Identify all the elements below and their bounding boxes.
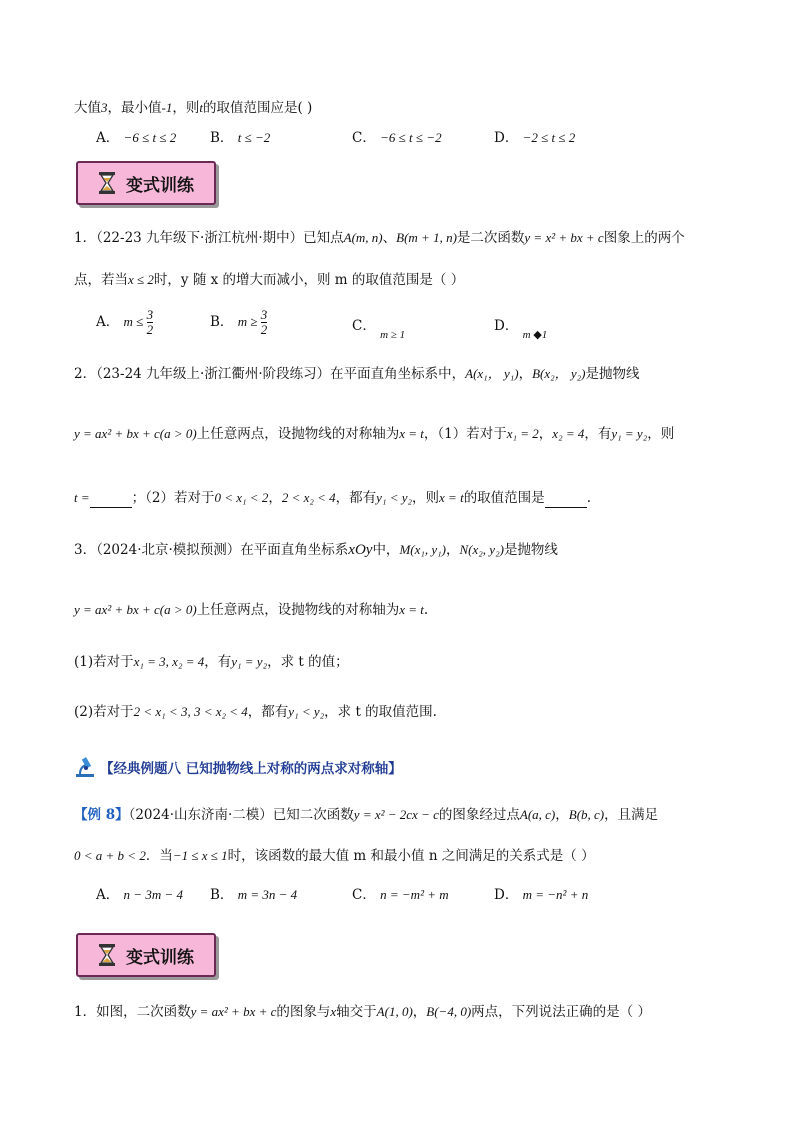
- text: 大值: [74, 100, 101, 116]
- badge-label: 变式训练: [126, 175, 194, 196]
- q1-line1: 1．（22-23 九年级下·浙江杭州·期中）已知点A(m, n)、B(m + 1, n)是二次函数y = x² + bx + c图象上的两个: [74, 230, 685, 246]
- q2-line3: t = ；（2）若对于0 < x₁ < 2，2 < x₂ < 4，都有y₁ < y₂，则x = t的取值范围是 .: [74, 490, 591, 506]
- ex8-line2: 0 < a + b < 2．当−1 ≤ x ≤ 1时，该函数的最大值 m 和最小值 n 之间满足的关系式是（ ）: [74, 848, 595, 864]
- option-b[interactable]: B． t ≤ −2: [210, 130, 271, 146]
- answer-blank[interactable]: [90, 493, 132, 508]
- variant-training-badge: [76, 161, 216, 205]
- ex8-option-d[interactable]: D． m = −n² + n: [494, 887, 589, 903]
- section-heading-text: 【经典例题八 已知抛物线上对称的两点求对称轴】: [100, 761, 402, 777]
- q3-line1: 3．（2024·北京·模拟预测）在平面直角坐标系xOy中，M(x₁, y₁)，N(x₂, y₂)是抛物线: [74, 542, 558, 558]
- badge-label: 变式训练: [126, 947, 194, 968]
- ex8-option-b[interactable]: B． m = 3n − 4: [210, 887, 298, 903]
- ex8-line1: 【例 8】（2024·山东济南·二模）已知二次函数y = x² − 2cx − c的图象经过点A(a, c)，B(b, c)，且满足: [74, 807, 659, 823]
- q2-line1: 2．（23-24 九年级上·浙江衢州·阶段练习）在平面直角坐标系中，A(x₁， y₁)，B(x₂， y₂)是抛物线: [74, 366, 640, 382]
- math-min: -1: [161, 100, 173, 115]
- q-last-line1: 1．如图，二次函数y = ax² + bx + c的图象与x轴交于A(1, 0)，B(−4, 0)两点，下列说法正确的是（ ）: [74, 1004, 651, 1020]
- math-t: t: [199, 100, 203, 115]
- text: ，最小值: [107, 100, 162, 116]
- q1-option-b[interactable]: B． m ≥ $\frac{3}{2}$: [210, 307, 268, 337]
- q3-sub2: (2)若对于2 < x₁ < 3, 3 < x₂ < 4，都有y₁ < y₂，求 t 的取值范围.: [74, 704, 437, 720]
- q1-option-a[interactable]: A． m ≤ $\frac{3}{2}$: [96, 307, 154, 337]
- variant-training-badge: [76, 933, 216, 977]
- ex8-option-c[interactable]: C． n = −m² + m: [352, 887, 449, 903]
- microscope-icon: [74, 756, 96, 778]
- hourglass-icon: [98, 171, 116, 195]
- option-c[interactable]: C． −6 ≤ t ≤ −2: [352, 130, 442, 146]
- q2-line2: y = ax² + bx + c(a > 0)上任意两点，设抛物线的对称轴为x = t，（1）若对于x₁ = 2，x₂ = 4，有y₁ = y₂，则: [74, 426, 675, 442]
- answer-blank[interactable]: [545, 493, 587, 508]
- q1-option-c[interactable]: C． $_{m \ge 1}$: [352, 318, 406, 341]
- q1-option-d[interactable]: D． $_{m ◆1}$: [494, 318, 548, 341]
- option-d[interactable]: D． −2 ≤ t ≤ 2: [494, 130, 576, 146]
- text: ，则: [172, 100, 200, 116]
- question-tail: [74, 98, 312, 118]
- hourglass-icon: [98, 943, 116, 967]
- ex8-option-a[interactable]: A． n − 3m − 4: [96, 887, 183, 903]
- q1-line2: 点，若当x ≤ 2时，y 随 x 的增大而减小，则 m 的取值范围是（ ）: [74, 272, 465, 288]
- section-heading: [74, 756, 402, 778]
- text: 的取值范围应是( ): [202, 100, 313, 116]
- option-a[interactable]: A． −6 ≤ t ≤ 2: [96, 130, 177, 146]
- math-max: 3: [101, 100, 108, 115]
- q3-sub1: (1)若对于x₁ = 3, x₂ = 4，有y₁ = y₂，求 t 的值；: [74, 654, 349, 670]
- q3-line2: y = ax² + bx + c(a > 0)上任意两点，设抛物线的对称轴为x = t.: [74, 602, 429, 618]
